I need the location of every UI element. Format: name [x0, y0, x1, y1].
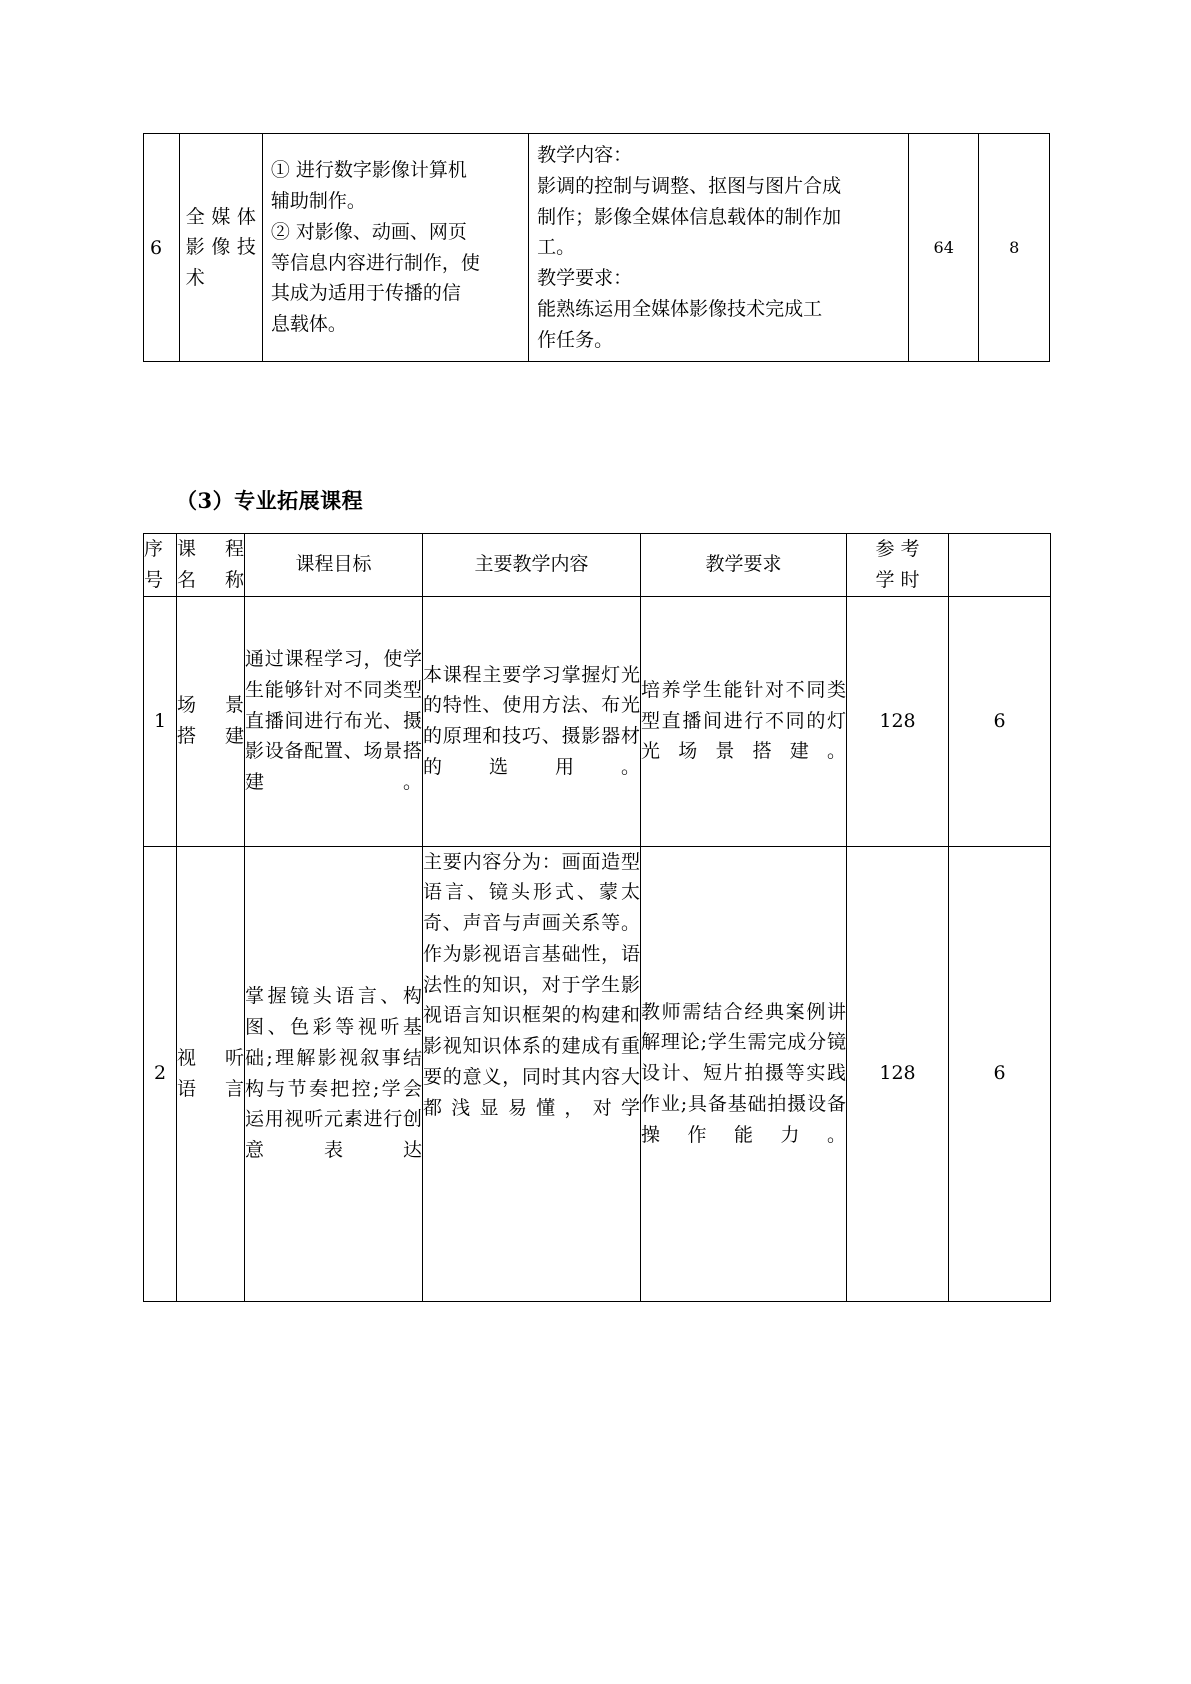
cell-teaching-requirement: 教师需结合经典案例讲解理论;学生需完成分镜设计、短片拍摄等实践作业;具备基础拍摄设备操作能力。 [641, 846, 847, 1301]
header-hours: 参 考 学 时 [847, 534, 949, 597]
cell-credits: 8 [979, 134, 1050, 362]
cell-hours: 64 [908, 134, 979, 362]
cell-teaching-requirement: 培养学生能针对不同类型直播间进行不同的灯光场景搭建。 [641, 596, 847, 846]
header-credits [949, 534, 1051, 597]
header-course-name: 课 程 名 称 [177, 534, 245, 597]
cell-credits: 6 [949, 846, 1051, 1301]
row-index: 6 [150, 236, 163, 259]
table-row [144, 846, 1051, 1301]
cell-course-name [179, 134, 262, 362]
section-heading: （3）专业拓展课程 [176, 488, 364, 513]
header-requirement: 教学要求 [641, 534, 847, 597]
table-expansion-courses [143, 533, 1051, 1302]
cell-hours: 128 [847, 846, 949, 1301]
cell-hours: 128 [847, 596, 949, 846]
table-row [144, 596, 1051, 846]
cell-course-name: 场 景 搭建 [177, 596, 245, 846]
cell-teaching-content: 本课程主要学习掌握灯光的特性、使用方法、布光的原理和技巧、摄影器材的选用。 [423, 596, 641, 846]
cell-credits: 6 [949, 596, 1051, 846]
cell-teaching-content [529, 134, 909, 362]
course-name: 全 媒 体 影 像 技 术 [185, 205, 256, 290]
table-header-row [144, 534, 1051, 597]
header-content: 主要教学内容 [423, 534, 641, 597]
cell-teaching-content: 主要内容分为：画面造型语言、镜头形式、蒙太奇、声音与声画关系等。作为影视语言基础性，语法性的知识，对于学生影视语言知识框架的构建和影视知识体系的建成有重要的意义，同时其内容大都浅显易懂，对学 [423, 846, 641, 1301]
cell-index: 1 [144, 596, 177, 846]
cell-course-name: 视听 语言 [177, 846, 245, 1301]
cell-course-objective: 通过课程学习，使学生能够针对不同类型直播间进行布光、摄影设备配置、场景搭建。 [245, 596, 423, 846]
cell-course-objective: 掌握镜头语言、构图、色彩等视听基础;理解影视叙事结构与节奏把控;学会运用视听元素进行创意表达 [245, 846, 423, 1301]
teaching-content: 教学内容： 影调的控制与调整、抠图与图片合成 制作；影像全媒体信息载体的制作加 工。 教学要求： 能熟练运用全媒体影像技术完成工 作任务。 [537, 144, 842, 351]
cell-course-objective [262, 134, 528, 362]
table-row [144, 134, 1050, 362]
cell-index [144, 134, 180, 362]
cell-index: 2 [144, 846, 177, 1301]
table-core-courses-continued [143, 133, 1050, 362]
header-objective: 课程目标 [245, 534, 423, 597]
header-index: 序 号 [144, 534, 177, 597]
course-objective: ① 进行数字影像计算机 辅助制作。 ② 对影像、动画、网页 等信息内容进行制作，使 其成为适用于传播的信 息载体。 [270, 159, 480, 336]
